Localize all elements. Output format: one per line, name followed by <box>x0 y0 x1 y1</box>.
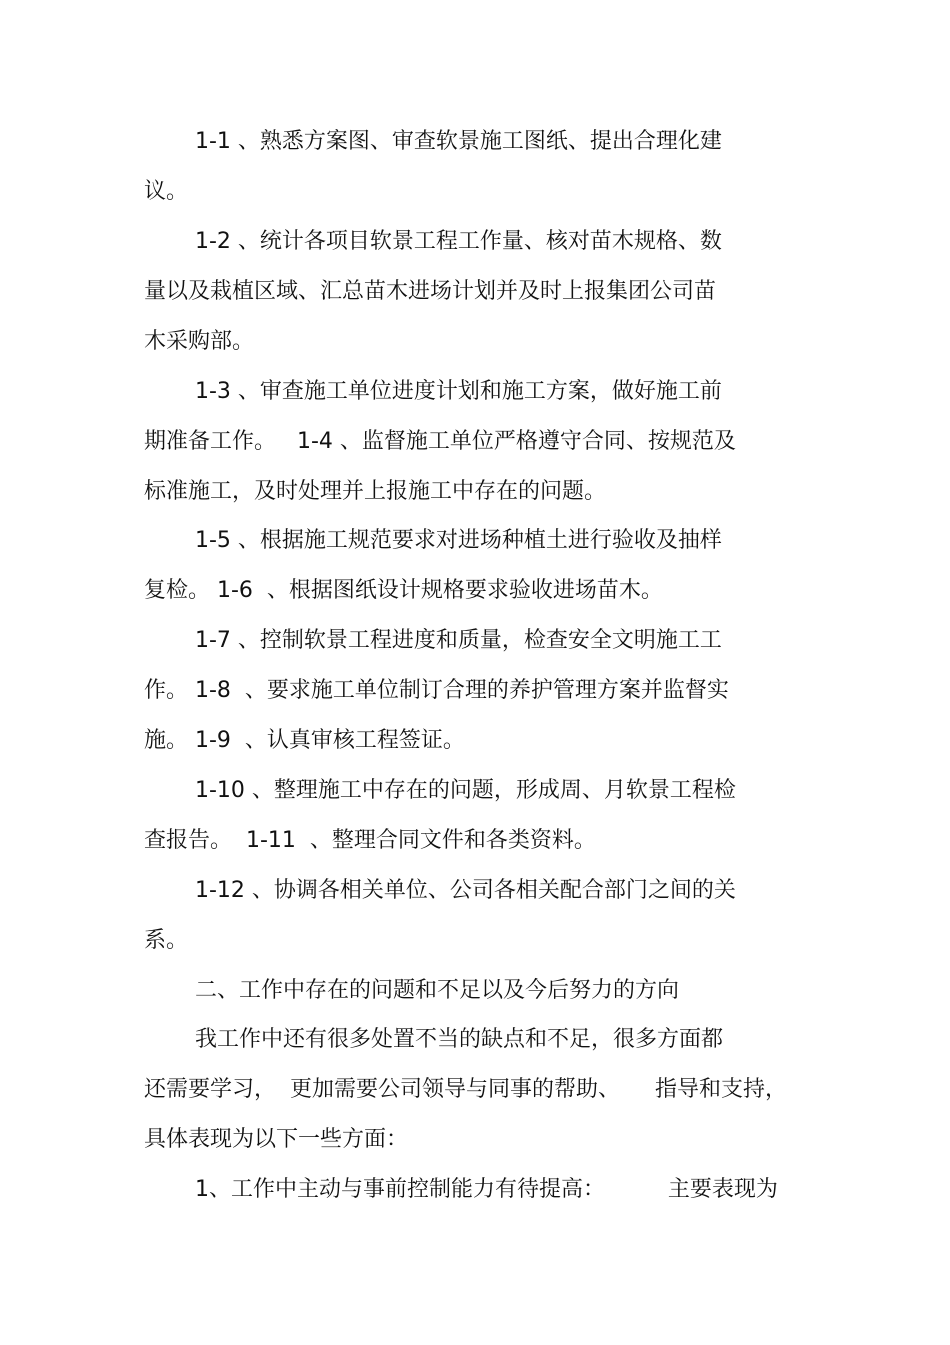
paragraph-line: 还需要学习， 更加需要公司领导与同事的帮助、 指导和支持， <box>144 1077 787 1102</box>
paragraph-line: 1-2 、统计各项目软景工程工作量、核对苗木规格、数 <box>195 229 722 254</box>
paragraph-line: 查报告。 1-11 、整理合同文件和各类资料。 <box>144 828 596 853</box>
paragraph-line: 1、工作中主动与事前控制能力有待提高： 主要表现为 <box>195 1177 778 1202</box>
paragraph-line: 1-7 、控制软景工程进度和质量，检查安全文明施工工 <box>195 628 722 653</box>
paragraph-line: 施。 1-9 、认真审核工程签证。 <box>144 728 465 753</box>
paragraph-line: 议。 <box>144 179 189 204</box>
paragraph-line: 1-1 、熟悉方案图、审查软景施工图纸、提出合理化建 <box>195 129 722 154</box>
paragraph-line: 具体表现为以下一些方面： <box>144 1127 409 1152</box>
section-heading: 二、工作中存在的问题和不足以及今后努力的方向 <box>195 978 680 1003</box>
paragraph-line: 1-3 、审查施工单位进度计划和施工方案，做好施工前 <box>195 379 722 404</box>
paragraph-line: 系。 <box>144 928 189 953</box>
paragraph-line: 木采购部。 <box>144 329 255 354</box>
paragraph-line: 复检。 1-6 、根据图纸设计规格要求验收进场苗木。 <box>144 578 663 603</box>
paragraph-line: 标准施工，及时处理并上报施工中存在的问题。 <box>144 479 607 504</box>
paragraph-line: 作。 1-8 、要求施工单位制订合理的养护管理方案并监督实 <box>144 678 729 703</box>
paragraph-line: 期准备工作。 1-4 、监督施工单位严格遵守合同、按规范及 <box>144 429 736 454</box>
paragraph-line: 1-10 、整理施工中存在的问题，形成周、月软景工程检 <box>195 778 736 803</box>
paragraph-line: 1-12 、协调各相关单位、公司各相关配合部门之间的关 <box>195 878 736 903</box>
paragraph-line: 1-5 、根据施工规范要求对进场种植土进行验收及抽样 <box>195 528 722 553</box>
paragraph-line: 我工作中还有很多处置不当的缺点和不足，很多方面都 <box>195 1027 724 1052</box>
paragraph-line: 量以及栽植区域、汇总苗木进场计划并及时上报集团公司苗 <box>144 279 717 304</box>
